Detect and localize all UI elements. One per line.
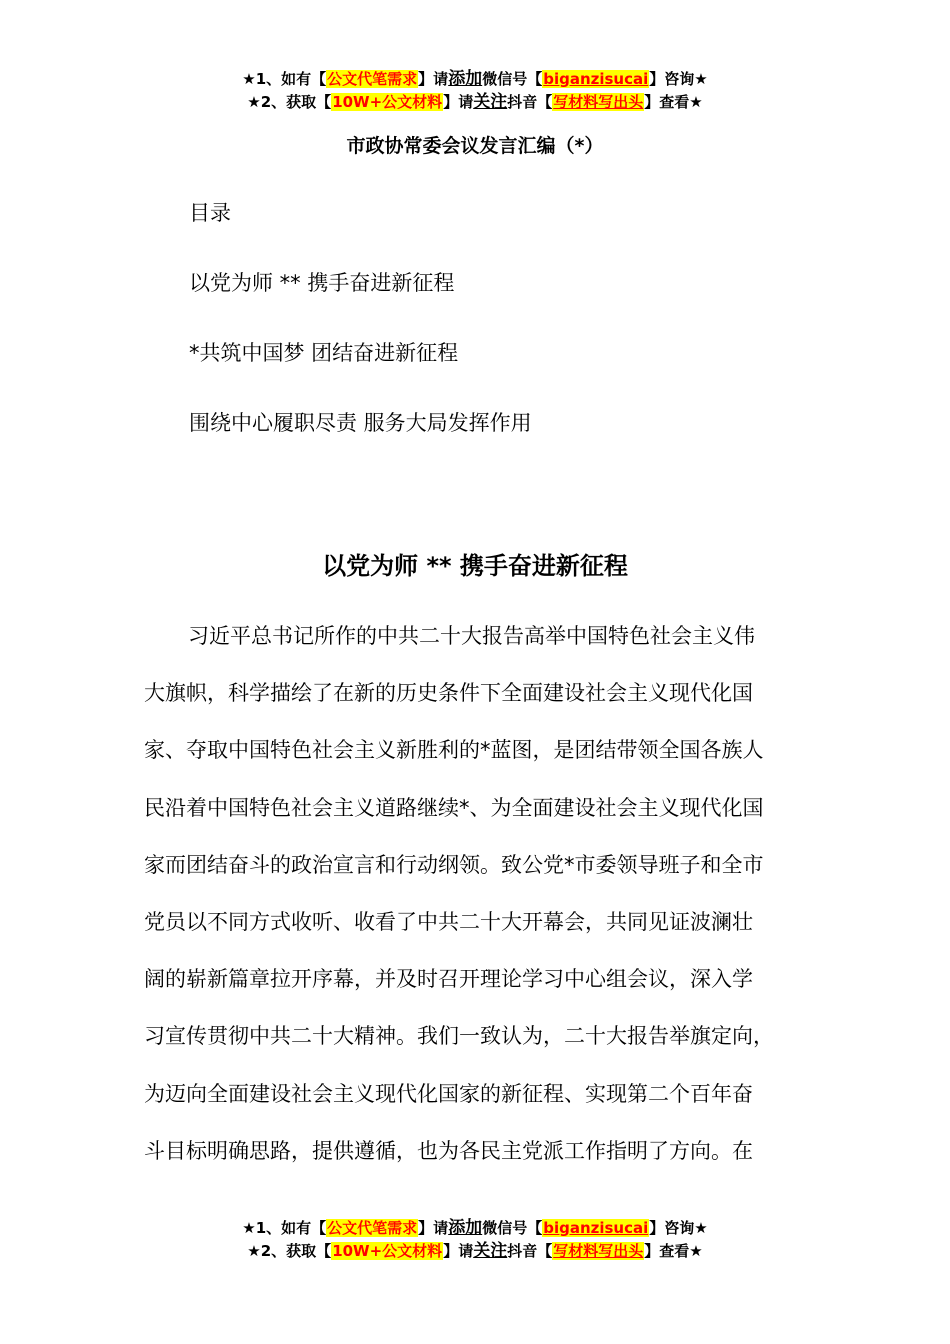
banner-emphasis: 添加 bbox=[448, 1218, 483, 1238]
banner-text: ★2、获取【 bbox=[247, 93, 332, 111]
banner-emphasis: 关注 bbox=[473, 1241, 508, 1261]
section-title: 以党为师 ** 携手奋进新征程 bbox=[322, 552, 628, 580]
banner-highlight: 公文代笔需求 bbox=[327, 1219, 418, 1237]
paragraph-line: 为迈向全面建设社会主义现代化国家的新征程、实现第二个百年奋 bbox=[144, 1081, 753, 1106]
banner-line-2 bbox=[0, 91, 950, 114]
document-title: 市政协常委会议发言汇编（*） bbox=[346, 135, 604, 157]
paragraph-line: 阔的崭新篇章拉开序幕，并及时召开理论学习中心组会议，深入学 bbox=[144, 967, 753, 992]
toc-item[interactable]: 围绕中心履职尽责 服务大局发挥作用 bbox=[189, 411, 532, 435]
paragraph-line: 斗目标明确思路，提供遵循，也为各民主党派工作指明了方向。在 bbox=[144, 1138, 753, 1163]
banner-text: 】咨询★ bbox=[649, 70, 708, 88]
banner-line-2 bbox=[0, 1240, 950, 1263]
banner-text: ★1、如有【 bbox=[242, 1219, 327, 1237]
banner-text: ★2、获取【 bbox=[247, 1242, 332, 1260]
banner-text: 抖音【 bbox=[507, 93, 553, 111]
paragraph-line: 习宣传贯彻中共二十大精神。我们一致认为，二十大报告举旗定向， bbox=[144, 1024, 774, 1049]
banner-emphasis: 关注 bbox=[473, 92, 508, 112]
wechat-id-link[interactable]: biganzisucai bbox=[543, 1219, 649, 1237]
body-paragraph bbox=[144, 616, 806, 1188]
banner-text: 微信号【 bbox=[482, 1219, 543, 1237]
toc-heading: 目录 bbox=[189, 201, 231, 225]
paragraph-line: 党员以不同方式收听、收看了中共二十大开幕会，共同见证波澜壮 bbox=[144, 909, 753, 934]
wechat-id-link[interactable]: biganzisucai bbox=[543, 70, 649, 88]
banner-highlight: 10W+公文材料 bbox=[332, 93, 443, 111]
header-banner bbox=[0, 68, 950, 114]
banner-text: 微信号【 bbox=[482, 70, 543, 88]
paragraph-line: 习近平总书记所作的中共二十大报告高举中国特色社会主义伟 bbox=[188, 624, 755, 648]
douyin-account-link[interactable]: 写材料写出头 bbox=[553, 1242, 644, 1260]
toc-item[interactable]: *共筑中国梦 团结奋进新征程 bbox=[189, 341, 459, 365]
banner-text: 】咨询★ bbox=[649, 1219, 708, 1237]
paragraph-line: 家而团结奋斗的政治宣言和行动纲领。致公党*市委领导班子和全市 bbox=[144, 852, 764, 877]
toc-item[interactable]: 以党为师 ** 携手奋进新征程 bbox=[189, 271, 455, 295]
paragraph-line: 民沿着中国特色社会主义道路继续*、为全面建设社会主义现代化国 bbox=[144, 795, 764, 820]
footer-banner bbox=[0, 1217, 950, 1263]
banner-text: ★1、如有【 bbox=[242, 70, 327, 88]
paragraph-line: 家、夺取中国特色社会主义新胜利的*蓝图，是团结带领全国各族人 bbox=[144, 738, 764, 763]
banner-text: 抖音【 bbox=[507, 1242, 553, 1260]
douyin-account-link[interactable]: 写材料写出头 bbox=[553, 93, 644, 111]
banner-text: 】请 bbox=[443, 93, 474, 111]
banner-text: 】请 bbox=[418, 70, 449, 88]
banner-text: 】请 bbox=[443, 1242, 474, 1260]
banner-emphasis: 添加 bbox=[448, 69, 483, 89]
banner-line-1 bbox=[0, 1217, 950, 1240]
banner-text: 】查看★ bbox=[644, 93, 703, 111]
banner-line-1 bbox=[0, 68, 950, 91]
paragraph-line: 大旗帜，科学描绘了在新的历史条件下全面建设社会主义现代化国 bbox=[144, 681, 753, 706]
banner-text: 】查看★ bbox=[644, 1242, 703, 1260]
banner-highlight: 公文代笔需求 bbox=[327, 70, 418, 88]
banner-text: 】请 bbox=[418, 1219, 449, 1237]
banner-highlight: 10W+公文材料 bbox=[332, 1242, 443, 1260]
table-of-contents bbox=[189, 196, 532, 476]
